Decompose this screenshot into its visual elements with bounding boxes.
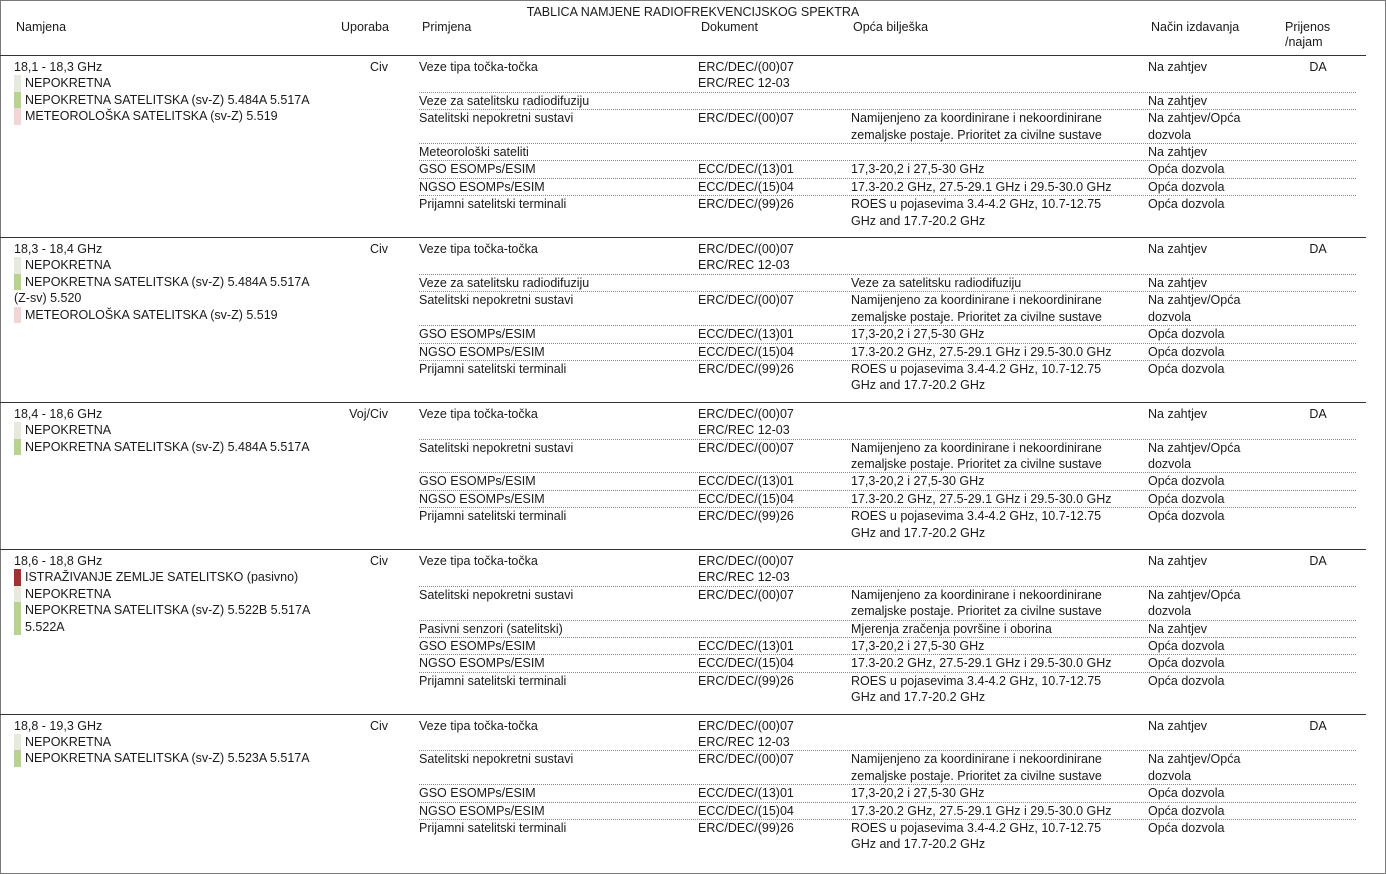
service-color-swatch	[14, 602, 21, 635]
service-name: NEPOKRETNA SATELITSKA (sv-Z) 5.484A 5.517A	[25, 439, 310, 454]
service-name: ISTRAŽIVANJE ZEMLJE SATELITSKO (pasivno)	[25, 570, 299, 585]
general-note	[851, 406, 1148, 439]
header-biljeska: Opća bilješka	[853, 20, 929, 34]
issuance-method: Opća dozvola	[1148, 327, 1225, 342]
application: Veze tipa točka-točka	[419, 553, 538, 568]
document: ECC/DEC/(13)01	[698, 474, 794, 489]
application-rows	[419, 553, 1356, 706]
document	[698, 93, 851, 109]
table-row	[419, 144, 1356, 161]
header-dokument: Dokument	[701, 20, 758, 34]
issuance-method: Opća dozvola	[1148, 179, 1225, 194]
general-note	[851, 553, 1148, 586]
document: ERC/DEC/(00)07 ERC/REC 12-03	[698, 60, 794, 91]
transfer-lease: DA	[1309, 553, 1327, 568]
document: ERC/DEC/(00)07 ERC/REC 12-03	[698, 406, 794, 438]
issuance-method: Opća dozvola	[1148, 491, 1225, 506]
general-note	[851, 241, 1148, 274]
service-name: NEPOKRETNA SATELITSKA (sv-Z) 5.523A 5.517A	[25, 751, 310, 766]
general-note: Namijenjeno za koordinirane i nekoordinirane zemaljske postaje. Prioritet za civilne sustave	[851, 293, 1102, 324]
document: ERC/DEC/(99)26	[698, 673, 794, 688]
service-item	[14, 92, 394, 108]
general-note: ROES u pojasevima 3.4-4.2 GHz, 10.7-12.75 GHz and 17.7-20.2 GHz	[851, 197, 1102, 228]
issuance-method: Na zahtjev/Opća dozvola	[1148, 587, 1241, 619]
application-rows	[419, 406, 1356, 541]
service-name: NEPOKRETNA	[25, 586, 112, 601]
document: ERC/DEC/(99)26	[698, 361, 794, 376]
service-name: METEOROLOŠKA SATELITSKA (sv-Z) 5.519	[25, 109, 278, 124]
table-row	[419, 59, 1356, 93]
transfer-lease: DA	[1309, 242, 1327, 257]
band-allocation	[14, 406, 394, 455]
general-note: 17,3-20,2 i 27,5-30 GHz	[851, 162, 985, 177]
frequency-band	[0, 402, 1366, 549]
transfer-lease: DA	[1309, 718, 1327, 733]
application: NGSO ESOMPs/ESIM	[419, 344, 545, 359]
general-note: ROES u pojasevima 3.4-4.2 GHz, 10.7-12.75 GHz and 17.7-20.2 GHz	[851, 509, 1102, 540]
table-row	[419, 440, 1356, 474]
table-row	[419, 638, 1356, 655]
table-row	[419, 406, 1356, 440]
document: ERC/DEC/(00)07 ERC/REC 12-03	[698, 718, 794, 750]
service-name: NEPOKRETNA	[25, 76, 112, 91]
document: ECC/DEC/(13)01	[698, 786, 794, 801]
application: GSO ESOMPs/ESIM	[419, 162, 536, 177]
service-name: NEPOKRETNA SATELITSKA (sv-Z) 5.484A 5.517A	[25, 92, 310, 107]
issuance-method: Na zahtjev/Opća dozvola	[1148, 293, 1241, 324]
document: ECC/DEC/(15)04	[698, 656, 794, 671]
issuance-method: Na zahtjev	[1148, 242, 1208, 257]
document	[698, 275, 851, 291]
document: ECC/DEC/(13)01	[698, 162, 794, 177]
service-color-swatch	[14, 586, 21, 602]
table-row	[419, 491, 1356, 508]
service-color-swatch	[14, 108, 21, 124]
frequency-range: 18,3 - 18,4 GHz	[14, 242, 103, 257]
issuance-method: Na zahtjev	[1148, 406, 1208, 421]
general-note	[851, 59, 1148, 92]
usage: Civ	[369, 60, 388, 74]
general-note: Namijenjeno za koordinirane i nekoordinirane zemaljske postaje. Prioritet za civilne sustave	[851, 111, 1102, 142]
issuance-method: Na zahtjev	[1148, 275, 1208, 290]
service-color-swatch	[14, 734, 21, 750]
issuance-method: Na zahtjev	[1148, 145, 1208, 160]
frequency-band	[0, 56, 1366, 237]
service-item	[14, 257, 394, 273]
usage: Civ	[369, 242, 388, 257]
application: Prijamni satelitski terminali	[419, 821, 567, 836]
table-row	[419, 344, 1356, 361]
general-note: 17.3-20.2 GHz, 27.5-29.1 GHz i 29.5-30.0 GHz	[851, 344, 1112, 359]
document: ERC/DEC/(00)07	[698, 752, 794, 767]
issuance-method: Opća dozvola	[1148, 656, 1225, 671]
frequency-band	[0, 549, 1366, 714]
general-note: 17,3-20,2 i 27,5-30 GHz	[851, 786, 985, 801]
issuance-method: Opća dozvola	[1148, 474, 1225, 489]
header-primjena: Primjena	[422, 20, 472, 34]
service-item	[14, 586, 394, 602]
frequency-band	[0, 714, 1366, 861]
transfer-lease: DA	[1309, 406, 1327, 421]
application: NGSO ESOMPs/ESIM	[419, 803, 545, 818]
table-row	[419, 718, 1356, 752]
document: ECC/DEC/(13)01	[698, 639, 794, 653]
table-row	[419, 621, 1356, 638]
usage: Civ	[369, 718, 388, 733]
issuance-method: Na zahtjev	[1148, 553, 1208, 568]
application-rows	[419, 718, 1356, 853]
application: Meteorološki sateliti	[419, 145, 529, 160]
band-allocation	[14, 241, 394, 323]
application: Veze za satelitsku radiodifuziju	[419, 275, 590, 290]
service-item	[14, 439, 394, 455]
service-item	[14, 750, 394, 766]
service-name: METEOROLOŠKA SATELITSKA (sv-Z) 5.519	[25, 307, 278, 322]
application: GSO ESOMPs/ESIM	[419, 639, 536, 653]
table-row	[419, 161, 1356, 178]
application: Veze tipa točka-točka	[419, 406, 538, 421]
service-color-swatch	[14, 422, 21, 438]
document: ECC/DEC/(15)04	[698, 803, 794, 818]
header-namjena: Namjena	[16, 20, 67, 34]
general-note: ROES u pojasevima 3.4-4.2 GHz, 10.7-12.75 GHz and 17.7-20.2 GHz	[851, 821, 1102, 852]
frequency-range: 18,1 - 18,3 GHz	[14, 60, 103, 74]
header-nacin: Način izdavanja	[1151, 20, 1240, 34]
application: NGSO ESOMPs/ESIM	[419, 491, 545, 506]
general-note: 17,3-20,2 i 27,5-30 GHz	[851, 639, 985, 653]
service-item	[14, 108, 394, 124]
issuance-method: Opća dozvola	[1148, 803, 1225, 818]
table-row	[419, 110, 1356, 144]
general-note	[851, 93, 1148, 109]
table-row	[419, 553, 1356, 587]
application: GSO ESOMPs/ESIM	[419, 786, 536, 801]
service-item	[14, 602, 394, 635]
general-note: ROES u pojasevima 3.4-4.2 GHz, 10.7-12.75 GHz and 17.7-20.2 GHz	[851, 673, 1102, 705]
general-note: 17.3-20.2 GHz, 27.5-29.1 GHz i 29.5-30.0 GHz	[851, 803, 1112, 818]
service-color-swatch	[14, 307, 21, 323]
frequency-range: 18,6 - 18,8 GHz	[14, 553, 103, 568]
application: Prijamni satelitski terminali	[419, 197, 567, 212]
application: Satelitski nepokretni sustavi	[419, 111, 574, 126]
general-note: 17.3-20.2 GHz, 27.5-29.1 GHz i 29.5-30.0 GHz	[851, 179, 1112, 194]
table-row	[419, 241, 1356, 275]
table-row	[419, 275, 1356, 292]
frequency-bands	[0, 56, 1366, 861]
service-name: NEPOKRETNA	[25, 735, 112, 750]
application-rows	[419, 59, 1356, 229]
table-row	[419, 179, 1356, 196]
document	[698, 621, 851, 637]
issuance-method: Na zahtjev	[1148, 718, 1208, 733]
general-note: 17.3-20.2 GHz, 27.5-29.1 GHz i 29.5-30.0 GHz	[851, 491, 1112, 506]
general-note: Veze za satelitsku radiodifuziju	[851, 275, 1022, 290]
document: ERC/DEC/(00)07	[698, 293, 794, 308]
application: Prijamni satelitski terminali	[419, 509, 567, 524]
document: ECC/DEC/(15)04	[698, 344, 794, 359]
general-note: Mjerenja zračenja površine i oborina	[851, 621, 1052, 636]
usage: Voj/Civ	[349, 406, 388, 421]
service-color-swatch	[14, 750, 21, 766]
table-row	[419, 751, 1356, 785]
header-prijenos: Prijenos /najam	[1285, 20, 1331, 49]
application: Veze tipa točka-točka	[419, 242, 538, 257]
table-row	[419, 196, 1356, 229]
application: Satelitski nepokretni sustavi	[419, 293, 574, 308]
application: Veze za satelitsku radiodifuziju	[419, 93, 590, 108]
application: Prijamni satelitski terminali	[419, 361, 567, 376]
service-color-swatch	[14, 75, 21, 91]
document: ERC/DEC/(00)07	[698, 440, 794, 455]
issuance-method: Na zahtjev/Opća dozvola	[1148, 440, 1241, 471]
service-item	[14, 75, 394, 91]
table-row	[419, 655, 1356, 672]
issuance-method: Opća dozvola	[1148, 344, 1225, 359]
service-color-swatch	[14, 569, 21, 585]
general-note: Namijenjeno za koordinirane i nekoordinirane zemaljske postaje. Prioritet za civilne sustave	[851, 440, 1102, 471]
application: Satelitski nepokretni sustavi	[419, 752, 574, 767]
transfer-lease: DA	[1309, 60, 1327, 74]
general-note: Namijenjeno za koordinirane i nekoordinirane zemaljske postaje. Prioritet za civilne sustave	[851, 587, 1102, 619]
issuance-method: Opća dozvola	[1148, 197, 1225, 212]
issuance-method: Opća dozvola	[1148, 786, 1225, 801]
document: ECC/DEC/(15)04	[698, 179, 794, 194]
service-item	[14, 307, 394, 323]
issuance-method: Na zahtjev	[1148, 93, 1208, 108]
table-row	[419, 785, 1356, 802]
service-color-swatch	[14, 257, 21, 273]
issuance-method: Na zahtjev/Opća dozvola	[1148, 752, 1241, 783]
band-allocation	[14, 553, 394, 635]
service-item	[14, 422, 394, 438]
service-item	[14, 274, 394, 290]
issuance-method: Opća dozvola	[1148, 509, 1225, 524]
band-allocation	[14, 59, 394, 125]
application: Pasivni senzori (satelitski)	[419, 621, 563, 636]
service-color-swatch	[14, 274, 21, 290]
general-note	[851, 144, 1148, 160]
service-name-continued: (Z-sv) 5.520	[14, 291, 82, 306]
document: ERC/DEC/(00)07 ERC/REC 12-03	[698, 242, 794, 273]
table-row	[419, 820, 1356, 853]
issuance-method: Opća dozvola	[1148, 639, 1225, 653]
service-name: NEPOKRETNA	[25, 423, 112, 438]
general-note: Namijenjeno za koordinirane i nekoordinirane zemaljske postaje. Prioritet za civilne sustave	[851, 752, 1102, 783]
band-allocation	[14, 718, 394, 767]
frequency-band	[0, 237, 1366, 402]
table-row	[419, 673, 1356, 706]
table-row	[419, 292, 1356, 326]
table-row	[419, 508, 1356, 541]
general-note	[851, 718, 1148, 751]
table-row	[419, 93, 1356, 110]
table-row	[419, 361, 1356, 394]
general-note: 17.3-20.2 GHz, 27.5-29.1 GHz i 29.5-30.0 GHz	[851, 656, 1112, 671]
document: ERC/DEC/(00)07	[698, 111, 794, 126]
application: NGSO ESOMPs/ESIM	[419, 179, 545, 194]
application: GSO ESOMPs/ESIM	[419, 327, 536, 342]
application: Veze tipa točka-točka	[419, 60, 538, 74]
application: Veze tipa točka-točka	[419, 718, 538, 733]
service-name: NEPOKRETNA SATELITSKA (sv-Z) 5.484A 5.517A	[25, 274, 310, 289]
document: ERC/DEC/(99)26	[698, 509, 794, 524]
frequency-range: 18,8 - 19,3 GHz	[14, 718, 103, 733]
service-item	[14, 569, 394, 585]
document: ECC/DEC/(13)01	[698, 327, 794, 342]
table-row	[419, 473, 1356, 490]
header-uporaba: Uporaba	[341, 20, 389, 34]
document	[698, 144, 851, 160]
document: ERC/DEC/(00)07 ERC/REC 12-03	[698, 553, 794, 585]
issuance-method: Opća dozvola	[1148, 673, 1225, 688]
issuance-method: Na zahtjev/Opća dozvola	[1148, 111, 1241, 142]
issuance-method: Opća dozvola	[1148, 361, 1225, 376]
issuance-method: Opća dozvola	[1148, 162, 1225, 177]
application: NGSO ESOMPs/ESIM	[419, 656, 545, 671]
table-row	[419, 587, 1356, 621]
application-rows	[419, 241, 1356, 394]
service-color-swatch	[14, 439, 21, 455]
document: ECC/DEC/(15)04	[698, 491, 794, 506]
document: ERC/DEC/(99)26	[698, 197, 794, 212]
application: Prijamni satelitski terminali	[419, 673, 567, 688]
service-item	[14, 734, 394, 750]
issuance-method: Opća dozvola	[1148, 821, 1225, 836]
issuance-method: Na zahtjev	[1148, 60, 1208, 74]
service-color-swatch	[14, 92, 21, 108]
service-name: NEPOKRETNA	[25, 258, 112, 273]
document: ERC/DEC/(99)26	[698, 821, 794, 836]
document: ERC/DEC/(00)07	[698, 587, 794, 602]
general-note: 17,3-20,2 i 27,5-30 GHz	[851, 474, 985, 489]
usage: Civ	[369, 553, 388, 568]
table-row	[419, 326, 1356, 343]
application: Satelitski nepokretni sustavi	[419, 587, 574, 602]
general-note: ROES u pojasevima 3.4-4.2 GHz, 10.7-12.75 GHz and 17.7-20.2 GHz	[851, 361, 1102, 393]
table-row	[419, 803, 1356, 820]
application: Satelitski nepokretni sustavi	[419, 440, 574, 455]
table-title: TABLICA NAMJENE RADIOFREKVENCIJSKOG SPEKTRA	[526, 5, 860, 19]
service-name: NEPOKRETNA SATELITSKA (sv-Z) 5.522B 5.517A 5.522A	[25, 603, 311, 634]
frequency-range: 18,4 - 18,6 GHz	[14, 406, 103, 421]
issuance-method: Na zahtjev	[1148, 621, 1208, 636]
application: GSO ESOMPs/ESIM	[419, 474, 536, 489]
general-note: 17,3-20,2 i 27,5-30 GHz	[851, 327, 985, 342]
